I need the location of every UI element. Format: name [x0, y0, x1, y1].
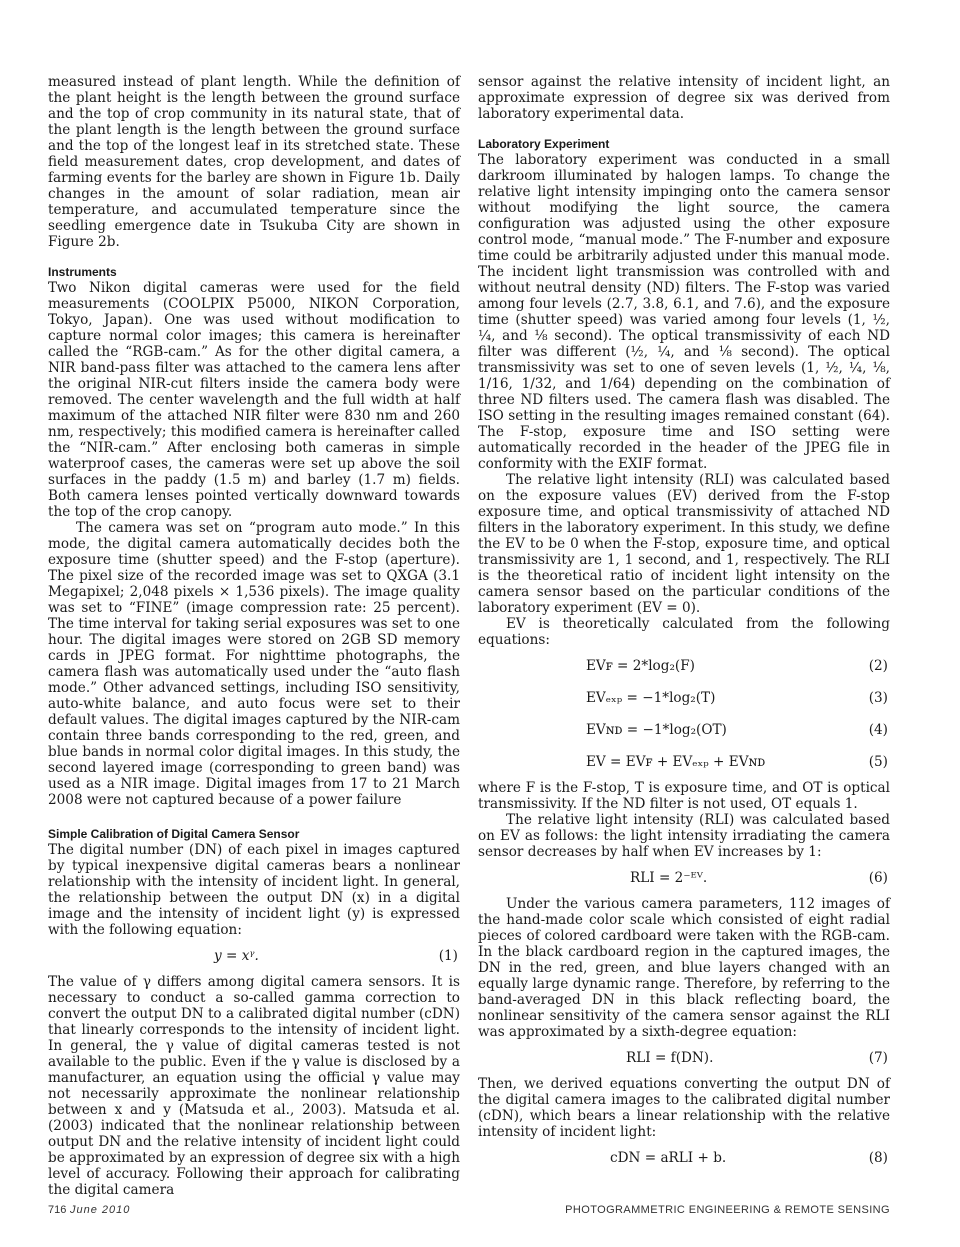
equation-expression: y = xᵞ.	[214, 948, 259, 964]
equation-4	[478, 716, 890, 744]
equation-2	[478, 652, 890, 680]
equation-number: (8)	[868, 1150, 888, 1166]
paragraph: The digital number (DN) of each pixel in images captured by typical inexpensive digital cameras bears a nonlinear relationship with the intensity of incident light. In general, the relationship between the output DN (x) in a digital image and the intensity of incident light (y) is expressed with the following equation:	[48, 842, 460, 938]
equation-number: (5)	[868, 754, 888, 770]
equation-number: (4)	[868, 722, 888, 738]
section-heading-instruments: Instruments	[48, 265, 117, 279]
equation-number: (6)	[868, 870, 888, 886]
paragraph: Under the various camera parameters, 112 images of the hand-made color scale which consisted of eight radial pieces of colored cardboard were taken with the RGB-cam. In the black cardboard region in the captured images, the DN in the red, green, and blue layers changed with an equally large dynamic range. Therefore, by referring to the band-averaged DN in this black reflecting board, the nonlinear sensitivity of the camera sensor against the RLI was approximated by a sixth-degree equation:	[478, 896, 890, 1040]
left-column	[48, 74, 460, 1198]
equation-6	[478, 864, 890, 892]
paragraph: sensor against the relative intensity of incident light, an approximate expression of degree six was derived from laboratory experimental data.	[478, 74, 890, 122]
equation-number: (2)	[868, 658, 888, 674]
equation-5	[478, 748, 890, 776]
equation-expression: RLI = 2⁻ᴱⱽ.	[630, 870, 708, 886]
paragraph: Two Nikon digital cameras were used for the field measurements (COOLPIX P5000, NIKON Corporation, Tokyo, Japan). One was used without modification to capture normal color images; this camera is hereinafter called the “RGB-cam.” As for the other digital camera, a NIR band-pass filter was attached to the camera lens after the original NIR-cut filters inside the camera body were removed. The center wavelength and the full width at half maximum of the attached NIR filter were 830 nm and 260 nm, respectively; this modified camera is hereinafter called the “NIR-cam.” After enclosing both cameras in simple waterproof cases, the cameras were set up above the soil surfaces in the paddy (1.5 m) and barley (1.7 m) fields. Both camera lenses pointed vertically downward towards the top of the crop canopy.	[48, 280, 460, 520]
section-heading-laboratory: Laboratory Experiment	[478, 137, 610, 151]
page-number: 716	[48, 1204, 67, 1216]
equation-number: (1)	[438, 948, 458, 964]
equation-expression: cDN = aRLI + b.	[610, 1150, 727, 1166]
page-footer	[48, 1204, 890, 1220]
paragraph: EV is theoretically calculated from the following equations:	[478, 616, 890, 648]
equation-1	[48, 942, 460, 970]
equation-expression: RLI = f(DN).	[626, 1050, 714, 1066]
equation-7	[478, 1044, 890, 1072]
paragraph: where F is the F-stop, T is exposure time, and OT is optical transmissivity. If the ND filter is not used, OT equals 1.	[478, 780, 890, 812]
paragraph: The camera was set on “program auto mode.” In this mode, the digital camera automatically decides both the exposure time (shutter speed) and the F-stop (aperture). The pixel size of the recorded image was set to QXGA (3.1 Megapixel; 2,048 pixels × 1,536 pixels). The image quality was set to “FINE” (image compression rate: 25 percent). The time interval for taking serial exposures was set to one hour. The digital images were stored on 2GB SD memory cards in JPEG format. For nighttime photographs, the camera flash was automatically used under the “auto flash mode.” Other advanced settings, including ISO sensitivity, auto-white balance, and auto focus were set to their default values. The digital images captured by the NIR-cam contain three bands corresponding to the red, green, and blue bands in normal color digital images. In this study, the second layered image (corresponding to green band) was used as a NIR image. Digital images from 17 to 21 March 2008 were not captured because of a power failure	[48, 520, 460, 808]
equation-3	[478, 684, 890, 712]
equation-expression: EV = EVꜰ + EVₑₓₚ + EVɴᴅ	[586, 754, 766, 770]
paragraph: The relative light intensity (RLI) was calculated based on EV as follows: the light intensity irradiating the camera sensor decreases by half when EV increases by 1:	[478, 812, 890, 860]
equation-8	[478, 1144, 890, 1172]
paragraph: The relative light intensity (RLI) was calculated based on the exposure values (EV) derived from the F-stop exposure time, and optical transmissivity of attached ND filters in the laboratory experiment. In this study, we define the EV to be 0 when the F-stop, exposure time, and optical transmissivity are 1, 1 second, and 1, respectively. The RLI is the theoretical ratio of incident light intensity on the camera sensor based on the particular conditions of the laboratory experiment (EV = 0).	[478, 472, 890, 616]
paragraph: The value of γ differs among digital camera sensors. It is necessary to conduct a so-called gamma correction to convert the output DN to a calibrated digital number (cDN) that linearly corresponds to the intensity of incident light. In general, the γ value of digital cameras tested is not available to the public. Even if the γ value is disclosed by a manufacturer, an equation using the official γ value may not necessarily approximate the nonlinear relationship between x and y (Matsuda et al., 2003). Matsuda et al. (2003) indicated that the nonlinear relationship between output DN and the relative intensity of incident light could be approximated by an expression of degree six with a high level of accuracy. Following their approach for calibrating the digital camera	[48, 974, 460, 1198]
equation-expression: EVₑₓₚ = −1*log₂(T)	[586, 690, 716, 706]
equation-number: (7)	[868, 1050, 888, 1066]
equation-expression: EVꜰ = 2*log₂(F)	[586, 658, 695, 674]
equation-number: (3)	[868, 690, 888, 706]
paragraph: Then, we derived equations converting the output DN of the digital camera images to the calibrated digital number (cDN), which bears a linear relationship with the relative intensity of incident light:	[478, 1076, 890, 1140]
equation-expression: EVɴᴅ = −1*log₂(OT)	[586, 722, 727, 738]
paragraph: The laboratory experiment was conducted in a small darkroom illuminated by halogen lamps. To change the relative light intensity impinging onto the camera sensor without modifying the light source, the camera configuration was adjusted using the other exposure control mode, “manual mode.” The F-number and exposure time could be arbitrarily adjusted under this manual mode. The incident light transmission was controlled with and without neutral density (ND) filters. The F-stop was varied among four levels (2.7, 3.8, 6.1, and 7.6), and the exposure time (shutter speed) was varied among four levels (1, ½, ¼, and ⅛ second). The optical transmissivity of each ND filter was different (½, ¼, and ⅛ second). The optical transmissivity was set to one of seven levels (1, ½, ¼, ⅛, 1/16, 1/32, and 1/64) depending on the combination of three ND filters used. The camera flash was disabled. The ISO setting in the resulting images remained constant (64). The F-stop, exposure time and ISO setting were automatically recorded in the header of the JPEG file in conformity with the EXIF format.	[478, 152, 890, 472]
journal-name: PHOTOGRAMMETRIC ENGINEERING & REMOTE SENSING	[565, 1204, 890, 1216]
right-column	[478, 74, 890, 1176]
section-heading-calibration: Simple Calibration of Digital Camera Sensor	[48, 827, 300, 841]
paragraph: measured instead of plant length. While the definition of the plant height is the length between the ground surface and the top of crop community in its natural state, that of the plant length is the length between the ground surface and the top of the longest leaf in its stretched state. These field measurement dates, crop development, and dates of farming events for the barley are shown in Figure 1b. Daily changes in the amount of solar radiation, mean air temperature, and accumulated temperature since the seedling emergence date in Tsukuba City are shown in Figure 2b.	[48, 74, 460, 250]
issue-date: June 2010	[70, 1204, 131, 1216]
